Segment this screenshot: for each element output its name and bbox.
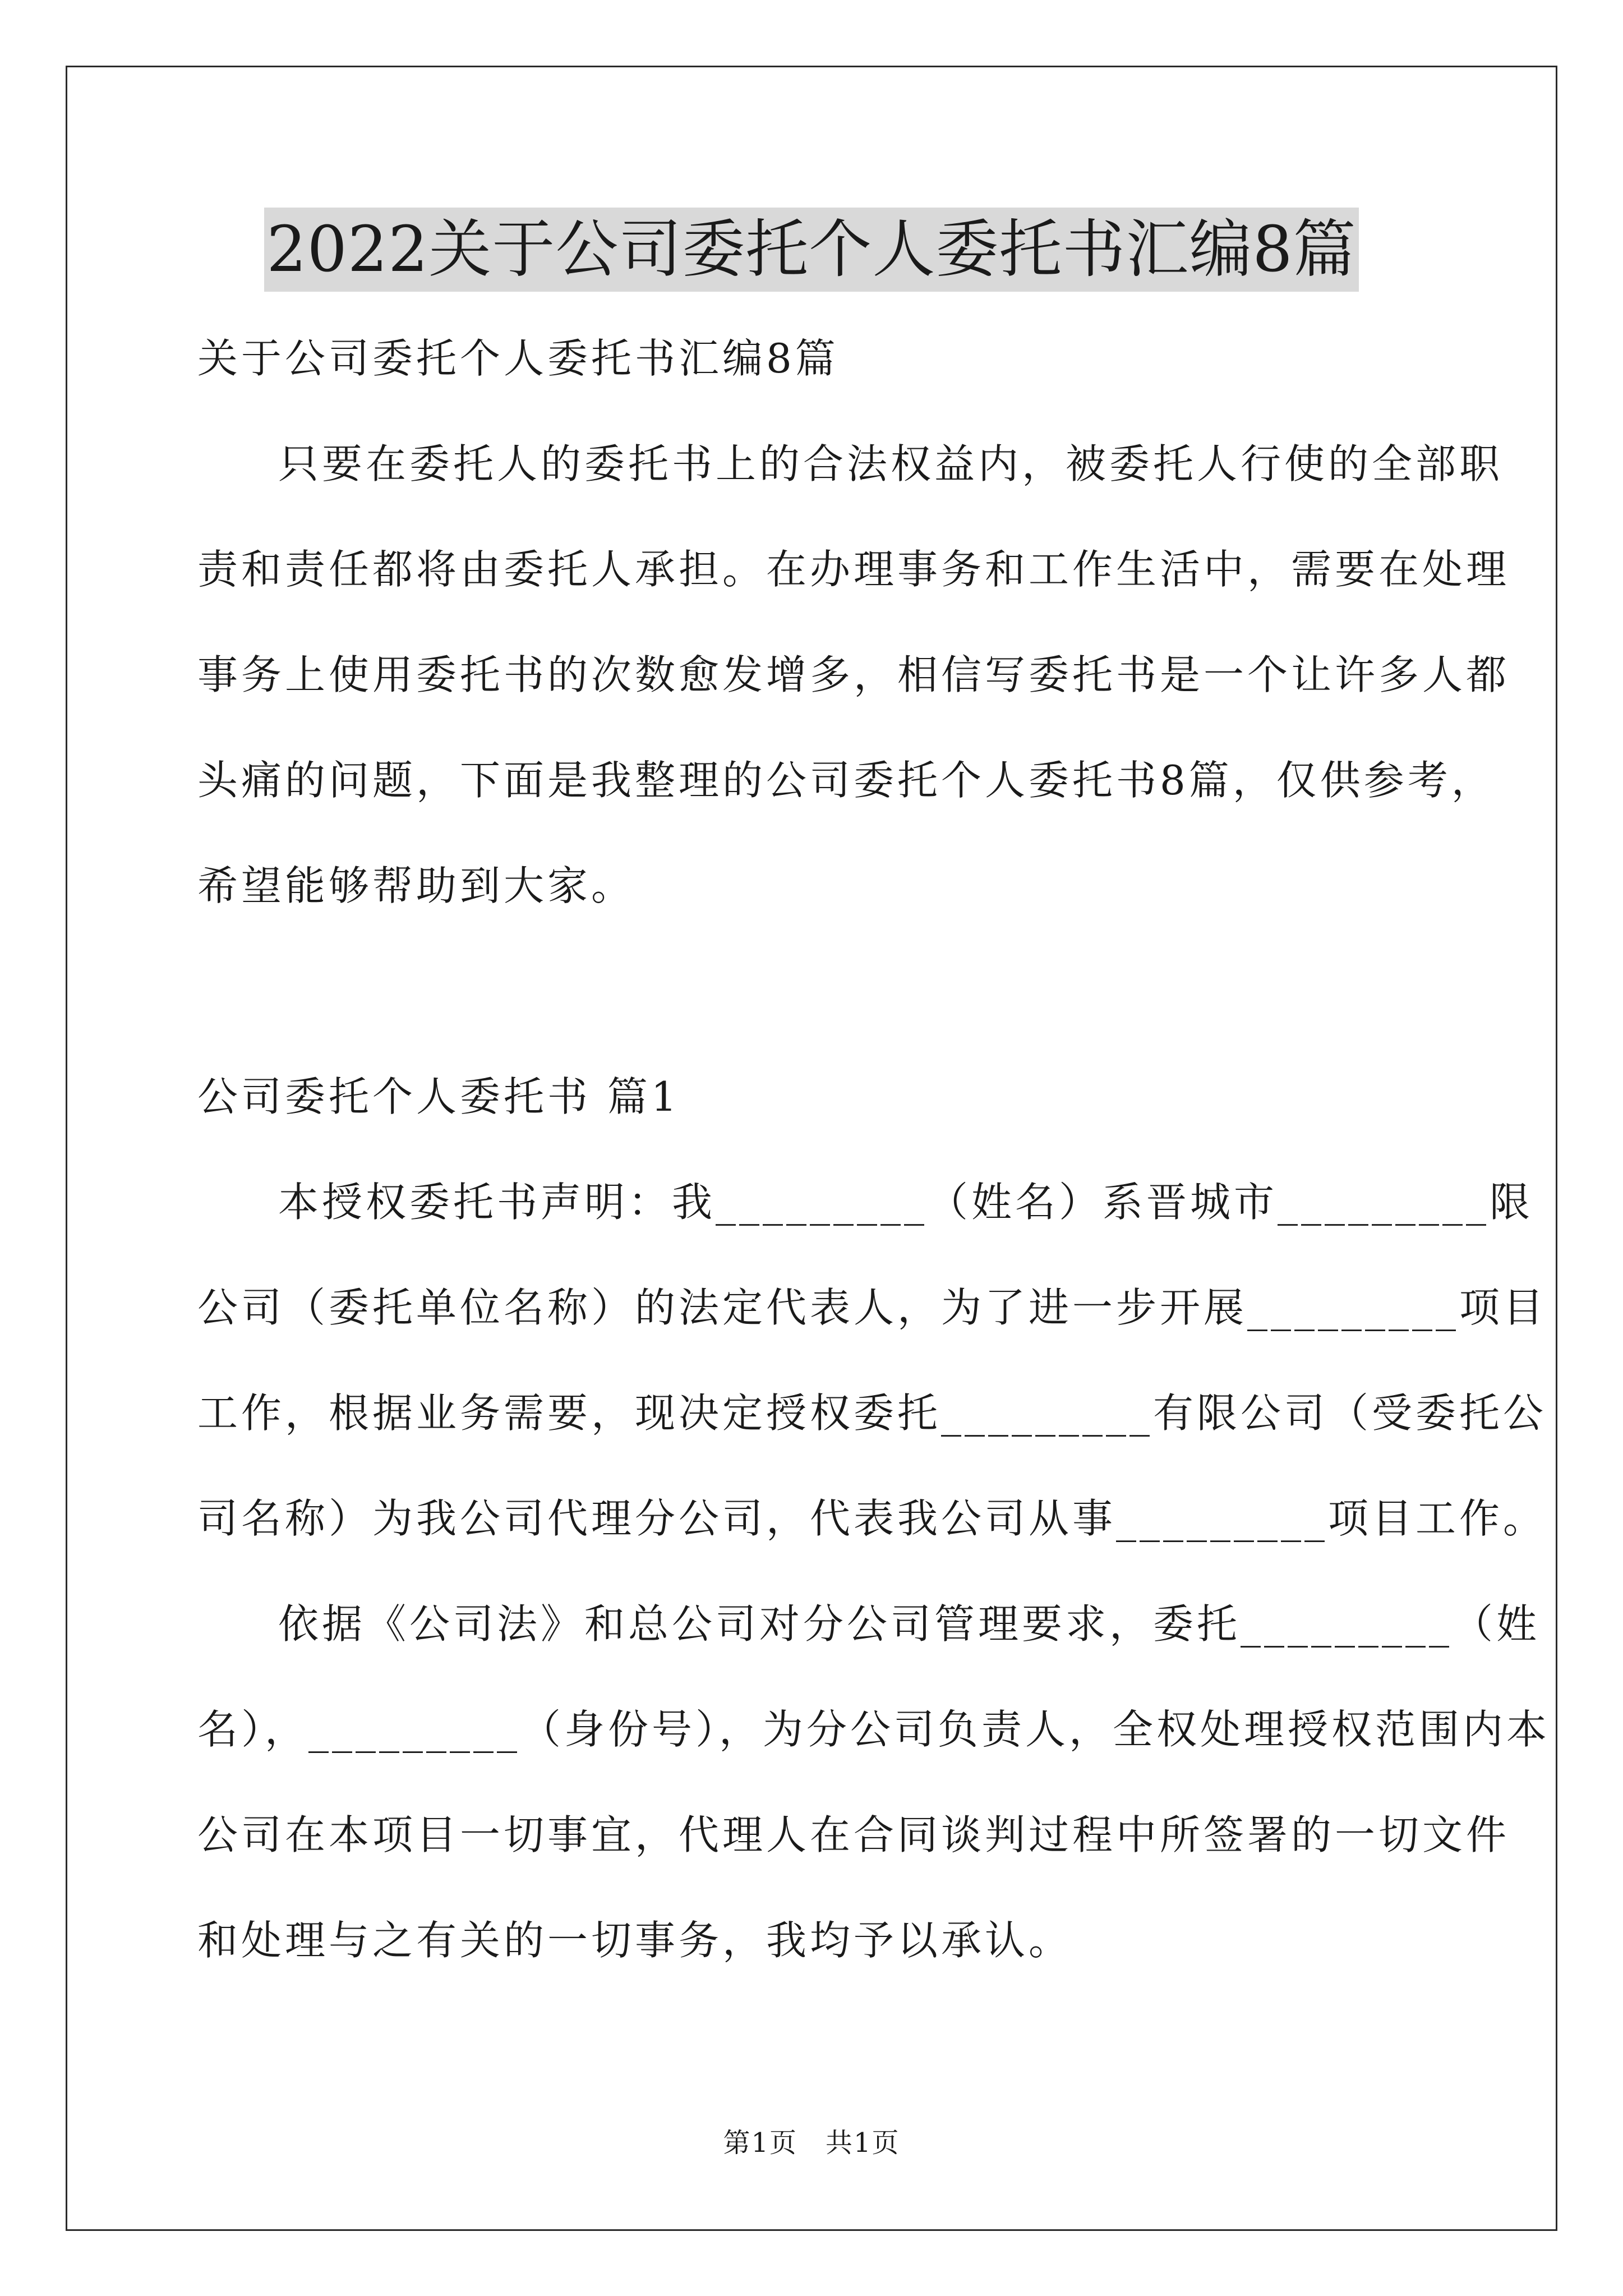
document-title: 2022关于公司委托个人委托书汇编8篇 — [264, 208, 1358, 292]
title-container — [0, 208, 1623, 292]
paragraph-line: 和处理与之有关的一切事务，我均予以承认。 — [197, 1917, 1073, 1964]
document-body — [197, 306, 1551, 1993]
section-heading: 公司委托个人委托书 篇1 — [197, 1073, 680, 1120]
paragraph-line: 公司（委托单位名称）的法定代表人，为了进一步开展_________项目 — [197, 1284, 1547, 1331]
blank-line — [197, 938, 1465, 1044]
paragraph-line: 只要在委托人的委托书上的合法权益内，被委托人行使的全部职 — [278, 440, 1504, 487]
paragraph-line: 头痛的问题，下面是我整理的公司委托个人委托书8篇，仅供参考， — [197, 757, 1495, 804]
paragraph-line: 本授权委托书声明：我_________（姓名）系晋城市_________限 — [278, 1179, 1534, 1226]
subtitle-line: 关于公司委托个人委托书汇编8篇 — [197, 335, 839, 382]
paragraph-line: 名），_________（身份号），为分公司负责人，全权处理授权范围内本 — [197, 1706, 1551, 1753]
paragraph-line: 司名称）为我公司代理分公司，代表我公司从事_________项目工作。 — [197, 1495, 1547, 1542]
page-footer: 第1页 共1页 — [723, 2127, 900, 2159]
paragraph-line: 事务上使用委托书的次数愈发增多，相信写委托书是一个让许多人都 — [197, 651, 1510, 698]
paragraph-line: 责和责任都将由委托人承担。在办理事务和工作生活中，需要在处理 — [197, 546, 1510, 593]
paragraph-line: 工作，根据业务需要，现决定授权委托_________有限公司（受委托公 — [197, 1389, 1547, 1437]
paragraph-line: 公司在本项目一切事宜，代理人在合同谈判过程中所签署的一切文件 — [197, 1811, 1510, 1858]
paragraph-line: 依据《公司法》和总公司对分公司管理要求，委托_________（姓 — [278, 1600, 1541, 1648]
paragraph-line: 希望能够帮助到大家。 — [197, 862, 635, 909]
